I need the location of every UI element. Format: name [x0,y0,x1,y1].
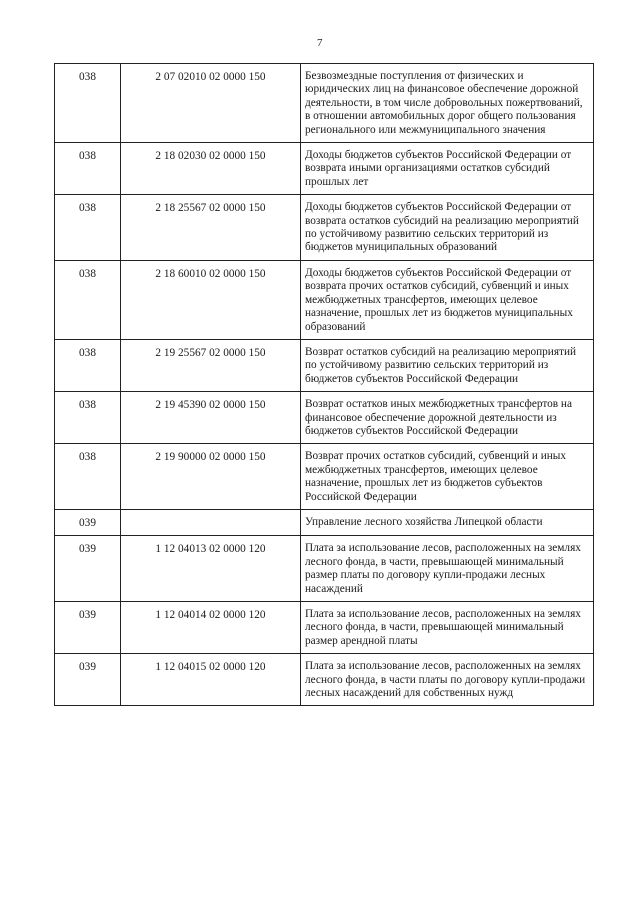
table-row [55,509,594,535]
admin-code-cell: 039 [55,602,121,654]
description-cell: Плата за использование лесов, расположенных на землях лесного фонда, в части, превышающей минимальный размер арендной платы [301,602,594,654]
budget-code-cell: 1 12 04015 02 0000 120 [121,654,301,706]
budget-code-cell: 2 19 45390 02 0000 150 [121,392,301,444]
budget-code-cell: 1 12 04013 02 0000 120 [121,536,301,602]
revenue-codes-table [54,63,594,706]
description-cell: Безвозмездные поступления от физических и юридических лиц на финансовое обеспечение дорожной деятельности, в том числе добровольных пожертвований, в отношении автомобильных дорог общего пользования регионального или межмуниципального значения [301,64,594,143]
table-row [55,339,594,391]
table-row [55,602,594,654]
description-cell: Плата за использование лесов, расположенных на землях лесного фонда, в части, превышающей минимальный размер платы по договору купли-продажи лесных насаждений [301,536,594,602]
description-cell: Доходы бюджетов субъектов Российской Федерации от возврата остатков субсидий на реализацию мероприятий по устойчивому развитию сельских территорий из бюджетов муниципальных образований [301,195,594,261]
description-cell: Возврат прочих остатков субсидий, субвенций и иных межбюджетных трансфертов, имеющих целевое назначение, прошлых лет из бюджетов субъектов Российской Федерации [301,444,594,510]
budget-code-cell: 2 18 25567 02 0000 150 [121,195,301,261]
admin-code-cell: 038 [55,143,121,195]
budget-code-cell: 2 19 25567 02 0000 150 [121,339,301,391]
table-row [55,195,594,261]
admin-code-cell: 039 [55,509,121,535]
admin-code-cell: 038 [55,339,121,391]
budget-code-cell: 1 12 04014 02 0000 120 [121,602,301,654]
description-cell: Возврат остатков субсидий на реализацию мероприятий по устойчивому развитию сельских территорий из бюджетов субъектов Российской Федерации [301,339,594,391]
page-number: 7 [317,37,323,49]
table-row [55,654,594,706]
admin-code-cell: 038 [55,195,121,261]
budget-code-cell [121,509,301,535]
table-row [55,444,594,510]
admin-code-cell: 039 [55,654,121,706]
description-cell: Плата за использование лесов, расположенных на землях лесного фонда, в части платы по договору купли-продажи лесных насаждений для собственных нужд [301,654,594,706]
admin-code-cell: 038 [55,260,121,339]
table-row [55,64,594,143]
description-cell: Доходы бюджетов субъектов Российской Федерации от возврата прочих остатков субсидий, субвенций и иных межбюджетных трансфертов, имеющих целевое назначение, прошлых лет из бюджетов муниципальных образований [301,260,594,339]
table-row [55,536,594,602]
admin-code-cell: 038 [55,64,121,143]
budget-code-cell: 2 07 02010 02 0000 150 [121,64,301,143]
budget-code-cell: 2 18 60010 02 0000 150 [121,260,301,339]
admin-code-cell: 038 [55,392,121,444]
admin-code-cell: 038 [55,444,121,510]
admin-code-cell: 039 [55,536,121,602]
table-row [55,392,594,444]
budget-code-cell: 2 18 02030 02 0000 150 [121,143,301,195]
description-cell: Доходы бюджетов субъектов Российской Федерации от возврата иными организациями остатков субсидий прошлых лет [301,143,594,195]
table-row [55,143,594,195]
budget-code-cell: 2 19 90000 02 0000 150 [121,444,301,510]
table-row [55,260,594,339]
description-cell: Возврат остатков иных межбюджетных трансфертов на финансовое обеспечение дорожной деятельности из бюджетов субъектов Российской Федерации [301,392,594,444]
description-cell: Управление лесного хозяйства Липецкой области [301,509,594,535]
